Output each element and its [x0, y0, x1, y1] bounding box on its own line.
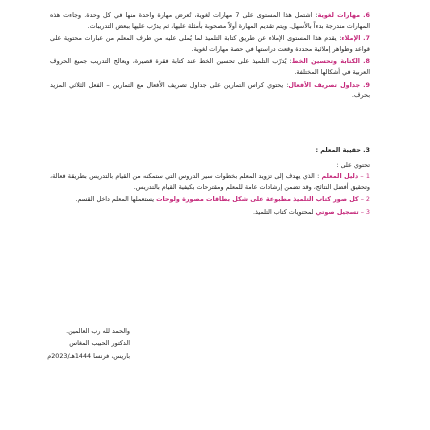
item-title: دليل المعلم — [321, 172, 359, 181]
contains-label: تحتوي على : — [336, 160, 370, 169]
author-name: الدكتور الحبيب المغاس — [69, 339, 130, 348]
item-text: : يقدم هذا المستوى الإملاء عن طريق كتابة التلميذ لما يُملى عليه من طرف المعلم من عبارات محتوية على قواعد وظواهر إملائية محددة وقعت دراستها في حصة مهارات لغوية. — [50, 34, 370, 53]
item-text: يستعملها المعلم داخل القسم. — [75, 195, 157, 204]
item-text: لمحتويات كتاب التلميذ. — [253, 207, 316, 216]
signature-block — [30, 325, 130, 362]
item-handwriting: 8. الكتابة وتحسين الخط: يُدرّب التلميذ على تحسين الخط عند كتابة فقرة قصيرة، ويعالج التدريب جميع الحروف العربية في أشكالها المختلفة. — [50, 57, 370, 76]
item-title: جداول تصريف الأفعال — [288, 80, 361, 89]
section-language-skills — [50, 10, 370, 103]
section-heading: 3. حقيبة المعلم : — [315, 146, 370, 154]
item-text: : اشتمل هذا المستوى على 7 مهارات لغوية، تُعرض مهارة واحدة منها في كل وحدة. وجاءت هذه المهارات مندرجة بدءاً بالأسهل. ويتم تقديم المهارة أولاً مصحوبة بأمثلة عليها، ثم يدرّب عليها ببعض التدريبات. — [50, 11, 370, 30]
closing-line: والحمد لله رب العالمين. — [66, 327, 130, 335]
item-verb-conjugation: 9. جداول تصريف الأفعال: يحتوي كراس التمارين على جداول تصريف الأفعال مع التمارين – الفعل الثلاثي المزيد بحرف. — [50, 80, 370, 100]
section-teacher-bag — [50, 145, 370, 220]
item-title: تسجيل صوتي — [315, 207, 359, 216]
item-title: مهارات لغوية — [317, 11, 361, 19]
teacher-guide-item: 1 – دليل المعلم : الذي يهدف إلى تزويد المعلم بخطوات سير الدروس التي ستمكنه من القيام بالتدريس بطريقة فعالة، وتحقيق أفضل النتائج، وقد تضمن إرشادات عامة للمعلم ومقترحات بكيفية القيام بالتدريس. — [50, 172, 370, 191]
item-title: كل صور كتاب التلميذ مطبوعة على شكل بطاقات مصورة ولوحات — [156, 195, 359, 204]
item-text: : الذي يهدف إلى تزويد المعلم بخطوات سير الدروس التي ستمكنه من القيام بالتدريس بطريقة فعالة، وتحقيق أفضل النتائج، وقد تضمن إرشادات عامة للمعلم ومقترحات بكيفية القيام بالتدريس. — [50, 172, 370, 191]
item-text: : يُدرّب التلميذ على تحسين الخط عند كتابة فقرة قصيرة، ويعالج التدريب جميع الحروف العربية في أشكالها المختلفة. — [50, 57, 370, 76]
place-date: باريس، فرنسا 1444هـ/2023م — [47, 351, 130, 360]
picture-cards-item: 2 – كل صور كتاب التلميذ مطبوعة على شكل بطاقات مصورة ولوحات يستعملها المعلم داخل القسم. — [75, 195, 370, 204]
item-title: الإملاء — [341, 34, 361, 43]
item-dictation: 7. الإملاء: يقدم هذا المستوى الإملاء عن طريق كتابة التلميذ لما يُملى عليه من طرف المعلم من عبارات محتوية على قواعد وظواهر إملائية محددة وقعت دراستها في حصة مهارات لغوية. — [50, 34, 370, 53]
audio-recording-item: 3 – تسجيل صوتي لمحتويات كتاب التلميذ. — [253, 207, 370, 216]
item-text: : يحتوي كراس التمارين على جداول تصريف الأفعال مع التمارين – الفعل الثلاثي المزيد بحرف. — [50, 80, 370, 100]
item-language-skills: 6. مهارات لغوية: اشتمل هذا المستوى على 7 مهارات لغوية، تُعرض مهارة واحدة منها في كل وحدة. وجاءت هذه المهارات مندرجة بدءاً بالأسهل. ويتم تقديم المهارة أولاً مصحوبة بأمثلة عليها، ثم يدرّب عليها ببعض التدريبات. — [50, 11, 370, 30]
item-title: الكتابة وتحسين الخط — [291, 57, 360, 66]
